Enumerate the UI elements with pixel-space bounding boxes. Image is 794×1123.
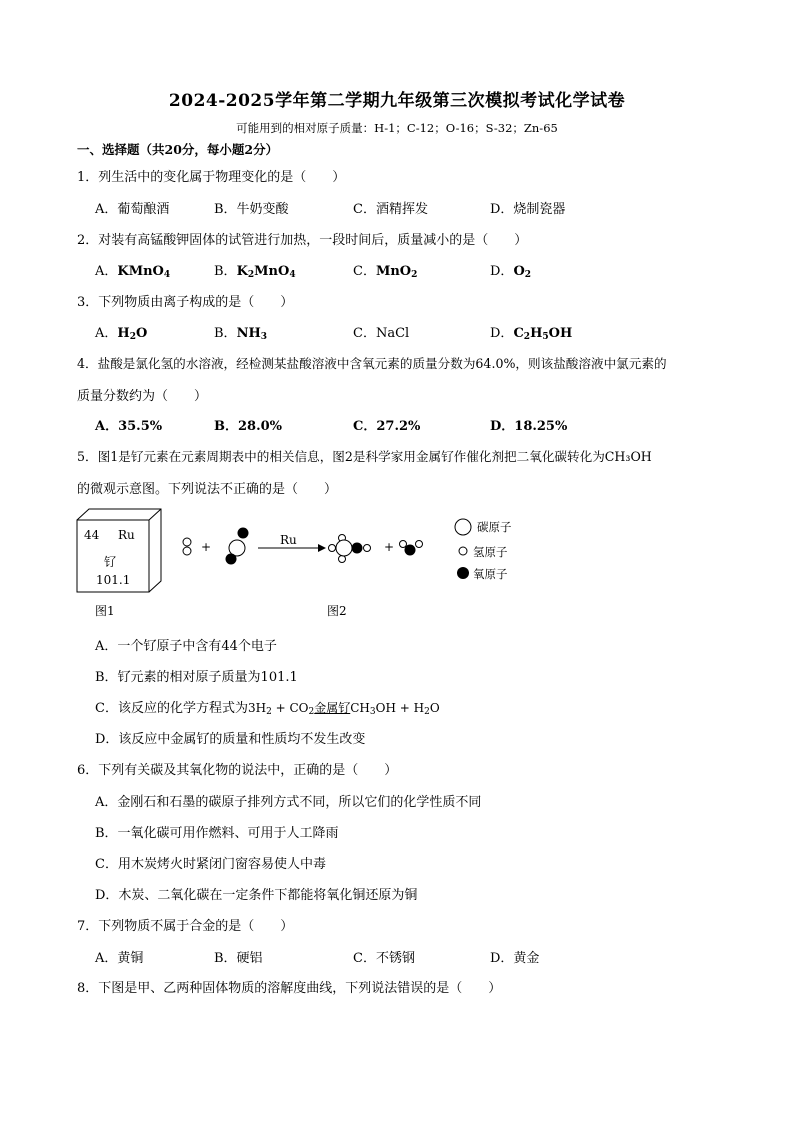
q5-option-c: [95, 697, 440, 716]
q2-b-sub-1: 2: [247, 270, 255, 280]
q2-d-sub: 2: [524, 270, 532, 280]
q3-option-b: [214, 322, 267, 341]
q3-option-a: [95, 322, 147, 341]
q2-b-formula-2: MnO: [254, 264, 290, 279]
q3-d-f1: C: [513, 326, 524, 341]
q6-option-d: D．木炭、二氧化碳在一定条件下都能将氧化铜还原为铜: [95, 888, 418, 903]
plus-sign-2: +: [384, 540, 395, 554]
section-heading: 一、选择题（共20分，每小题2分）: [77, 142, 279, 157]
q2-d-formula: O: [513, 264, 525, 279]
q5-c-eq-1: 3H: [247, 701, 267, 715]
atomic-masses: 可能用到的相对原子质量：H-1；C-12；O-16；S-32；Zn-65: [236, 121, 558, 135]
q5-c-eq-5: O: [429, 701, 440, 715]
q1-option-d: D．烧制瓷器: [490, 202, 566, 217]
q5-c-eq-4: OH + H: [375, 701, 425, 715]
q3-a-f2: O: [135, 326, 148, 341]
q4-option-d: D．18.25%: [490, 419, 568, 434]
q1-option-b: B．牛奶变酸: [214, 202, 289, 217]
question-4-line-1: 4．盐酸是氯化氢的水溶液，经检测某盐酸溶液中含氧元素的质量分数为64.0%，则该盐酸溶液中氯元素的: [77, 356, 667, 371]
question-3-stem: 3．下列物质由离子构成的是（ ）: [77, 295, 294, 310]
figure-2-caption: 图2: [327, 604, 347, 618]
q5-c-eq-2: + CO: [271, 701, 309, 715]
q3-d-f2: H: [530, 326, 543, 341]
figure-2-reaction-diagram: [176, 520, 436, 570]
q2-a-label: A．: [95, 264, 118, 279]
q3-d-label: D．: [490, 326, 514, 341]
q5-c-sub-1: 2: [266, 707, 272, 717]
q1-option-c: C．酒精挥发: [353, 202, 428, 217]
q4-option-c: C．27.2%: [353, 419, 421, 434]
figure-1-caption: 图1: [95, 604, 115, 618]
q2-b-formula-1: K: [236, 264, 248, 279]
q6-option-b: B．一氧化碳可用作燃料、可用于人工降雨: [95, 826, 339, 841]
q5-c-condition: 金属钌: [314, 701, 351, 715]
q3-b-f1: NH: [236, 326, 261, 341]
q5-c-sub-3: 3: [369, 707, 376, 717]
q2-b-label: B．: [214, 264, 237, 279]
q6-option-a: A．金刚石和石墨的碳原子排列方式不同，所以它们的化学性质不同: [95, 795, 482, 810]
legend-hydrogen: 氢原子: [473, 545, 508, 559]
q2-c-formula: MnO: [375, 264, 412, 279]
q7-option-a: A．黄铜: [95, 951, 144, 966]
q3-a-label: A．: [95, 326, 118, 341]
question-1-stem: 1．列生活中的变化属于物理变化的是（ ）: [77, 170, 346, 185]
q3-b-label: B．: [214, 326, 237, 341]
q3-d-f3: OH: [548, 326, 573, 341]
q7-option-c: C．不锈钢: [353, 951, 415, 966]
legend-oxygen: 氧原子: [473, 567, 508, 581]
q3-d-sub-1: 2: [523, 332, 531, 342]
q5-c-sub-4: 2: [424, 707, 430, 717]
question-8-stem: 8．下图是甲、乙两种固体物质的溶解度曲线，下列说法错误的是（ ）: [77, 981, 502, 996]
q2-option-d: [490, 260, 531, 279]
q5-c-text: C．该反应的化学方程式为: [95, 701, 248, 716]
q1-option-a: A．葡萄酿酒: [95, 202, 170, 217]
arrow-catalyst-label: Ru: [280, 533, 297, 547]
q2-option-c: [353, 260, 417, 279]
q5-c-eq-3: CH: [350, 701, 370, 715]
atomic-mass: 101.1: [96, 573, 131, 587]
atomic-number: 44: [84, 528, 100, 542]
carbon-dioxide-molecule: [226, 528, 249, 565]
q7-option-b: B．硬铝: [214, 951, 263, 966]
q2-option-a: [95, 260, 170, 279]
q4-option-b: B．28.0%: [214, 419, 283, 434]
hydrogen-molecule: [183, 538, 191, 555]
q2-d-label: D．: [490, 264, 514, 279]
q5-c-sub-2: 2: [308, 707, 315, 717]
q3-a-sub: 2: [129, 332, 136, 342]
element-symbol: Ru: [118, 528, 135, 542]
q3-option-d: [490, 322, 572, 341]
q3-b-sub: 3: [260, 332, 267, 342]
q3-a-f1: H: [117, 326, 130, 341]
q6-option-c: C．用木炭烤火时紧闭门窗容易使人中毒: [95, 857, 326, 872]
q2-option-b: [214, 260, 296, 279]
water-molecule: [400, 541, 423, 556]
question-5-line-2: 的微观示意图。下列说法不正确的是（ ）: [77, 482, 338, 497]
element-name: 钌: [104, 555, 117, 569]
question-5-line-1: 5．图1是钌元素在元素周期表中的相关信息，图2是科学家用金属钌作催化剂把二氧化碳转化为CH₃OH: [77, 449, 652, 464]
atom-legend-icons: [453, 518, 473, 580]
q5-option-b: B．钌元素的相对原子质量为101.1: [95, 670, 298, 685]
q2-a-sub: 4: [163, 270, 171, 280]
q2-b-sub-2: 4: [289, 270, 296, 280]
q4-option-a: A．35.5%: [95, 419, 163, 434]
exam-title: 2024-2025学年第二学期九年级第三次模拟考试化学试卷: [168, 91, 626, 111]
q5-option-a: A．一个钌原子中含有44个电子: [95, 639, 277, 654]
q5-option-d: D．该反应中金属钌的质量和性质均不发生改变: [95, 732, 366, 747]
q7-option-d: D．黄金: [490, 951, 540, 966]
legend-carbon: 碳原子: [477, 520, 512, 534]
methanol-molecule: [329, 535, 371, 563]
question-4-line-2: 质量分数约为（ ）: [77, 389, 208, 404]
q2-c-label: C．: [353, 264, 376, 279]
q2-a-formula: KMnO: [117, 264, 164, 279]
q2-c-sub: 2: [411, 270, 418, 280]
question-7-stem: 7．下列物质不属于合金的是（ ）: [77, 919, 294, 934]
q3-d-sub-2: 5: [542, 332, 549, 342]
question-2-stem: 2．对装有高锰酸钾固体的试管进行加热，一段时间后，质量减小的是（ ）: [77, 233, 528, 248]
q3-option-c: C．NaCl: [353, 326, 410, 341]
plus-sign-1: +: [201, 540, 212, 554]
question-6-stem: 6．下列有关碳及其氧化物的说法中，正确的是（ ）: [77, 763, 398, 778]
